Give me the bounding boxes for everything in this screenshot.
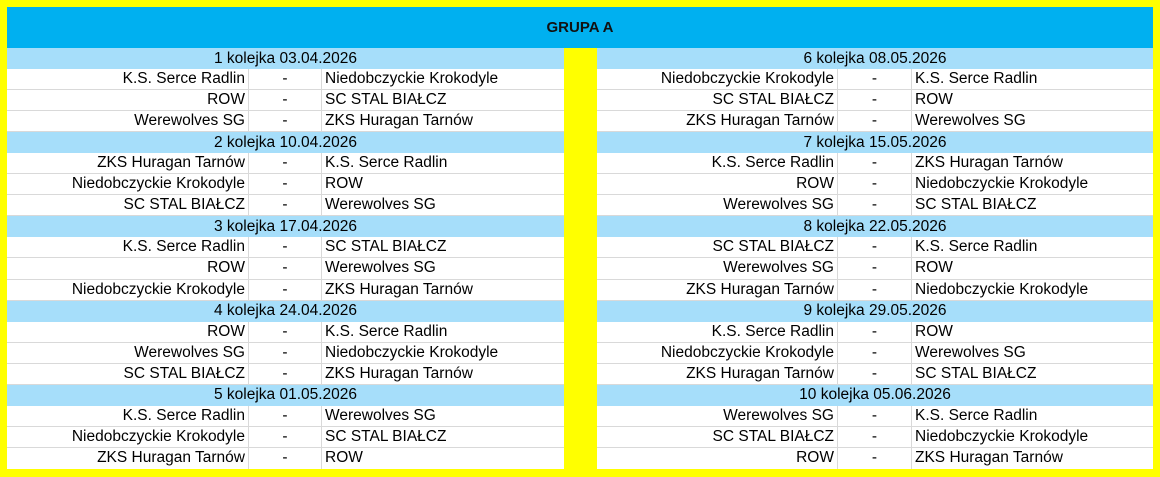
- away-team-cell: ROW: [325, 175, 363, 193]
- match-row: [7, 322, 564, 343]
- home-team-cell: Werewolves SG: [597, 258, 838, 278]
- away-team-cell: SC STAL BIAŁCZ: [915, 364, 1037, 382]
- round-header: 4 kolejka 24.04.2026: [7, 301, 564, 322]
- home-team-cell: Werewolves SG: [597, 195, 838, 215]
- away-team-cell: ZKS Huragan Tarnów: [325, 112, 473, 130]
- match-row: [597, 364, 1153, 385]
- away-team-cell: K.S. Serce Radlin: [325, 322, 448, 340]
- away-team-cell: ZKS Huragan Tarnów: [915, 449, 1063, 467]
- round-header: 10 kolejka 05.06.2026: [597, 385, 1153, 406]
- match-row: [7, 195, 564, 216]
- away-team-cell: ROW: [915, 322, 953, 340]
- home-team-cell: ROW: [597, 174, 838, 194]
- match-row: [597, 280, 1153, 301]
- versus-separator-cell: -: [838, 322, 912, 342]
- match-row: [7, 448, 564, 469]
- away-team-cell: K.S. Serce Radlin: [915, 406, 1038, 424]
- match-row: [7, 174, 564, 195]
- home-team-cell: SC STAL BIAŁCZ: [597, 90, 838, 110]
- away-team-cell: ROW: [915, 91, 953, 109]
- versus-separator-cell: -: [838, 258, 912, 278]
- round-header: 2 kolejka 10.04.2026: [7, 132, 564, 153]
- round-header: 5 kolejka 01.05.2026: [7, 385, 564, 406]
- match-row: [7, 280, 564, 301]
- versus-separator-cell: -: [838, 406, 912, 426]
- versus-separator-cell: -: [838, 195, 912, 215]
- home-team-cell: Niedobczyckie Krokodyle: [7, 280, 249, 300]
- group-title: GRUPA A: [546, 19, 614, 36]
- versus-separator-cell: -: [838, 343, 912, 363]
- versus-separator-cell: -: [249, 90, 322, 110]
- match-row: [597, 448, 1153, 469]
- home-team-cell: Niedobczyckie Krokodyle: [597, 69, 838, 89]
- home-team-cell: Werewolves SG: [597, 406, 838, 426]
- home-team-cell: SC STAL BIAŁCZ: [7, 195, 249, 215]
- versus-separator-cell: -: [249, 427, 322, 447]
- versus-separator-cell: -: [249, 174, 322, 194]
- match-row: [7, 69, 564, 90]
- match-row: [7, 258, 564, 279]
- match-row: [597, 195, 1153, 216]
- match-row: [7, 343, 564, 364]
- away-team-cell: K.S. Serce Radlin: [915, 70, 1038, 88]
- away-team-cell: Niedobczyckie Krokodyle: [915, 175, 1089, 193]
- match-row: [7, 427, 564, 448]
- home-team-cell: SC STAL BIAŁCZ: [7, 364, 249, 384]
- home-team-cell: K.S. Serce Radlin: [7, 237, 249, 257]
- versus-separator-cell: -: [249, 343, 322, 363]
- home-team-cell: Niedobczyckie Krokodyle: [7, 174, 249, 194]
- away-team-cell: SC STAL BIAŁCZ: [325, 238, 447, 256]
- match-row: [7, 90, 564, 111]
- match-row: [597, 174, 1153, 195]
- match-row: [7, 111, 564, 132]
- match-row: [597, 427, 1153, 448]
- away-team-cell: Werewolves SG: [325, 406, 436, 424]
- home-team-cell: ZKS Huragan Tarnów: [7, 153, 249, 173]
- away-team-cell: ZKS Huragan Tarnów: [325, 280, 473, 298]
- home-team-cell: ROW: [7, 322, 249, 342]
- home-team-cell: Niedobczyckie Krokodyle: [597, 343, 838, 363]
- versus-separator-cell: -: [838, 153, 912, 173]
- match-row: [7, 406, 564, 427]
- home-team-cell: SC STAL BIAŁCZ: [597, 237, 838, 257]
- away-team-cell: ROW: [325, 449, 363, 467]
- match-row: [597, 69, 1153, 90]
- match-row: [597, 343, 1153, 364]
- match-row: [597, 90, 1153, 111]
- versus-separator-cell: -: [838, 364, 912, 384]
- versus-separator-cell: -: [249, 258, 322, 278]
- match-row: [597, 111, 1153, 132]
- versus-separator-cell: -: [838, 111, 912, 131]
- versus-separator-cell: -: [838, 427, 912, 447]
- away-team-cell: SC STAL BIAŁCZ: [325, 91, 447, 109]
- away-team-cell: ZKS Huragan Tarnów: [325, 364, 473, 382]
- home-team-cell: ROW: [7, 258, 249, 278]
- away-team-cell: K.S. Serce Radlin: [325, 154, 448, 172]
- versus-separator-cell: -: [249, 406, 322, 426]
- away-team-cell: ZKS Huragan Tarnów: [915, 154, 1063, 172]
- away-team-cell: Niedobczyckie Krokodyle: [915, 427, 1089, 445]
- schedule-right-column: [597, 48, 1153, 469]
- match-row: [597, 153, 1153, 174]
- match-row: [7, 364, 564, 385]
- away-team-cell: ROW: [915, 259, 953, 277]
- versus-separator-cell: -: [249, 195, 322, 215]
- home-team-cell: Werewolves SG: [7, 111, 249, 131]
- match-row: [597, 406, 1153, 427]
- home-team-cell: Niedobczyckie Krokodyle: [7, 427, 249, 447]
- versus-separator-cell: -: [249, 364, 322, 384]
- versus-separator-cell: -: [838, 90, 912, 110]
- away-team-cell: K.S. Serce Radlin: [915, 238, 1038, 256]
- home-team-cell: K.S. Serce Radlin: [597, 153, 838, 173]
- versus-separator-cell: -: [249, 448, 322, 469]
- home-team-cell: ZKS Huragan Tarnów: [597, 280, 838, 300]
- versus-separator-cell: -: [838, 174, 912, 194]
- away-team-cell: SC STAL BIAŁCZ: [915, 196, 1037, 214]
- versus-separator-cell: -: [838, 280, 912, 300]
- away-team-cell: Werewolves SG: [325, 259, 436, 277]
- home-team-cell: ZKS Huragan Tarnów: [7, 448, 249, 469]
- away-team-cell: Werewolves SG: [915, 343, 1026, 361]
- versus-separator-cell: -: [249, 69, 322, 89]
- home-team-cell: SC STAL BIAŁCZ: [597, 427, 838, 447]
- home-team-cell: ROW: [7, 90, 249, 110]
- home-team-cell: K.S. Serce Radlin: [597, 322, 838, 342]
- versus-separator-cell: -: [249, 237, 322, 257]
- home-team-cell: Werewolves SG: [7, 343, 249, 363]
- versus-separator-cell: -: [249, 111, 322, 131]
- match-row: [597, 322, 1153, 343]
- away-team-cell: Niedobczyckie Krokodyle: [325, 70, 499, 88]
- match-row: [7, 237, 564, 258]
- home-team-cell: ZKS Huragan Tarnów: [597, 111, 838, 131]
- home-team-cell: ROW: [597, 448, 838, 469]
- versus-separator-cell: -: [838, 237, 912, 257]
- versus-separator-cell: -: [249, 280, 322, 300]
- away-team-cell: SC STAL BIAŁCZ: [325, 427, 447, 445]
- away-team-cell: Niedobczyckie Krokodyle: [325, 343, 499, 361]
- home-team-cell: ZKS Huragan Tarnów: [597, 364, 838, 384]
- match-row: [597, 258, 1153, 279]
- round-header: 7 kolejka 15.05.2026: [597, 132, 1153, 153]
- versus-separator-cell: -: [838, 69, 912, 89]
- versus-separator-cell: -: [249, 153, 322, 173]
- round-header: 8 kolejka 22.05.2026: [597, 216, 1153, 237]
- home-team-cell: K.S. Serce Radlin: [7, 406, 249, 426]
- versus-separator-cell: -: [249, 322, 322, 342]
- home-team-cell: K.S. Serce Radlin: [7, 69, 249, 89]
- round-header: 1 kolejka 03.04.2026: [7, 48, 564, 69]
- away-team-cell: Werewolves SG: [325, 196, 436, 214]
- round-header: 3 kolejka 17.04.2026: [7, 216, 564, 237]
- match-row: [7, 153, 564, 174]
- away-team-cell: Niedobczyckie Krokodyle: [915, 280, 1089, 298]
- schedule-left-column: [7, 48, 564, 469]
- away-team-cell: Werewolves SG: [915, 112, 1026, 130]
- round-header: 6 kolejka 08.05.2026: [597, 48, 1153, 69]
- match-row: [597, 237, 1153, 258]
- group-title-header: [7, 7, 1153, 48]
- versus-separator-cell: -: [838, 448, 912, 469]
- round-header: 9 kolejka 29.05.2026: [597, 301, 1153, 322]
